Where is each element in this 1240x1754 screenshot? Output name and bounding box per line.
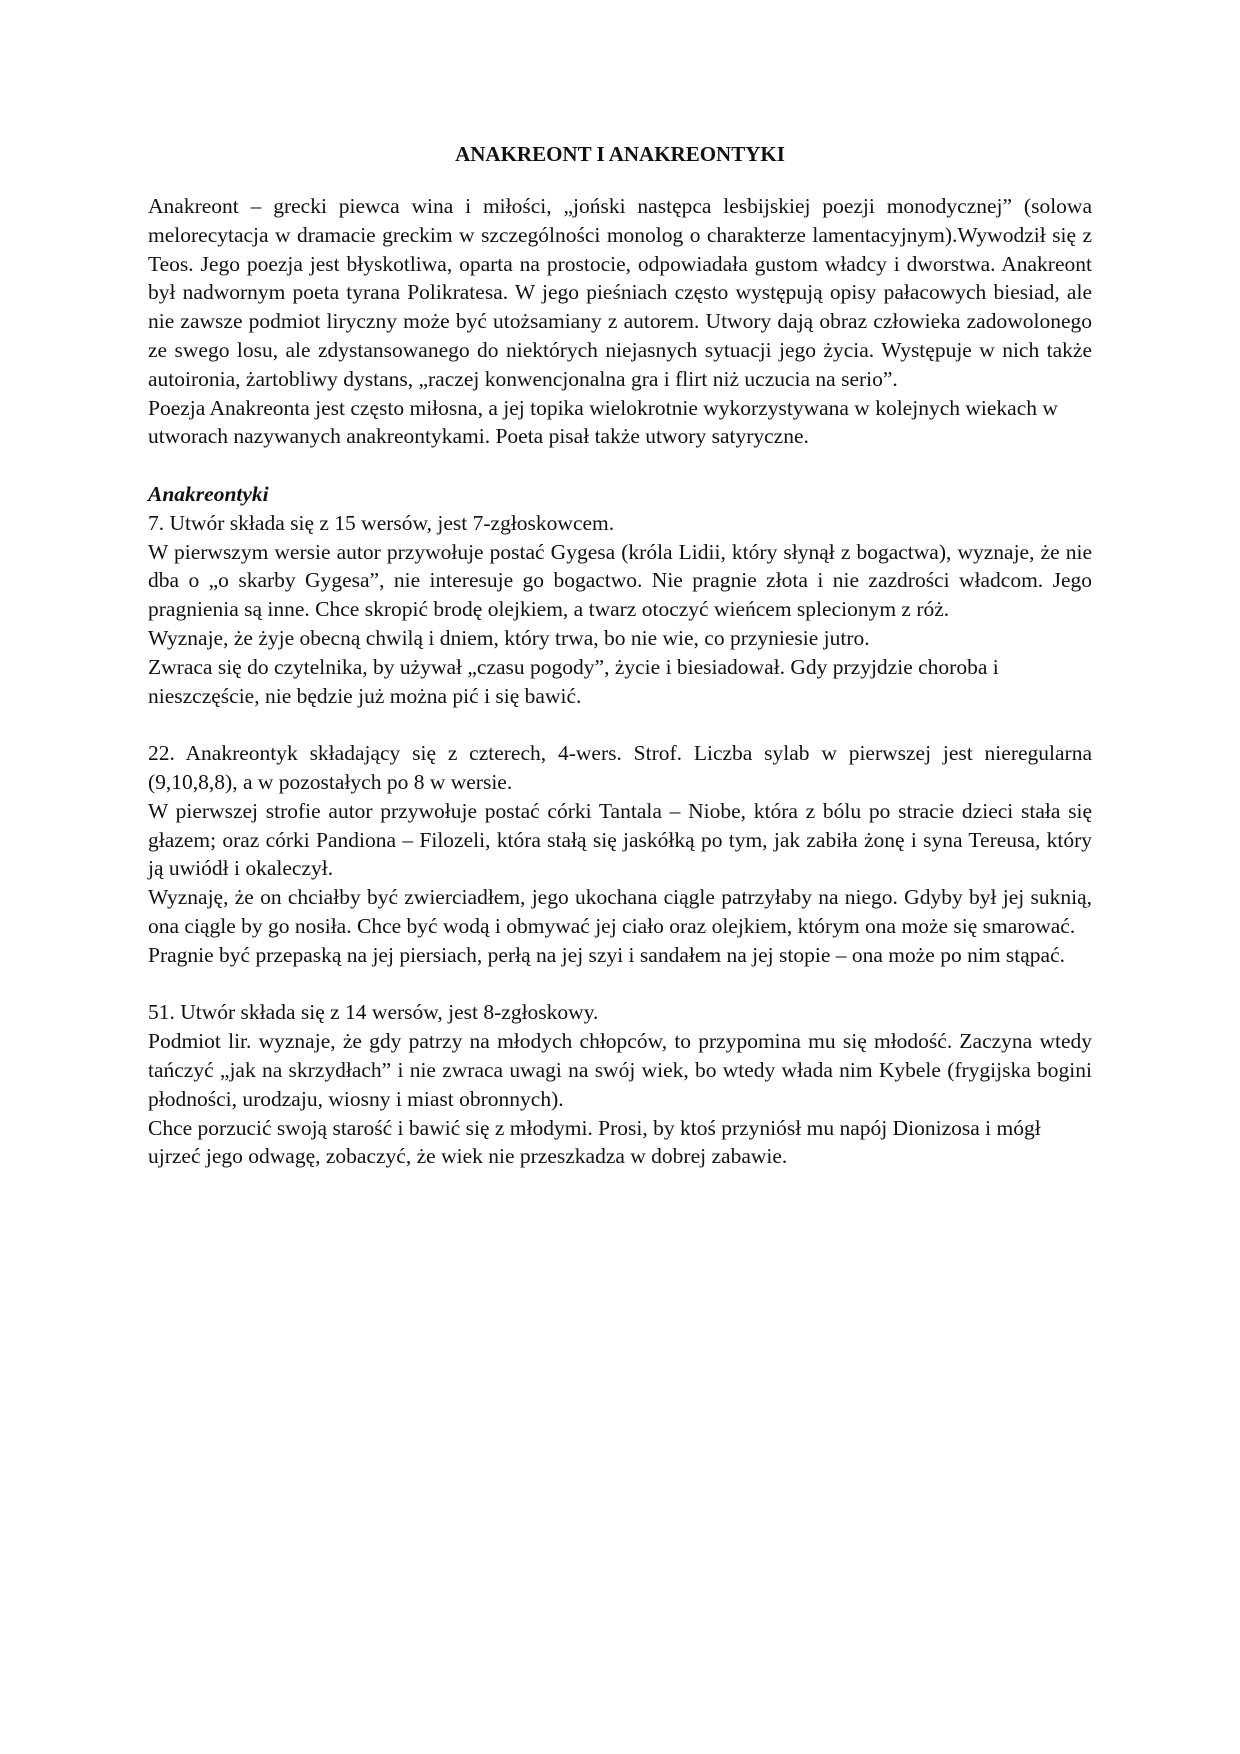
poem51-paragraph-3: Chce porzucić swoją starość i bawić się z młodymi. Prosi, by ktoś przyniósł mu napój Dionizosa i mógł ujrzeć jego odwagę, zobaczyć, że wiek nie przeszkadza w dobrej zabawie. bbox=[148, 1115, 1041, 1169]
spacer bbox=[148, 451, 1092, 480]
poem7-paragraph-4: Zwraca się do czytelnika, by używał „czasu pogody”, życie i biesiadował. Gdy przyjdzie choroba i nieszczęście, nie będzie już można pić i się bawić. bbox=[148, 654, 999, 708]
intro-paragraph-1: Anakreont – grecki piewca wina i miłości, „joński następca lesbijskiej poezji monodycznej” (solowa melorecytacja w dramacie greckim w szczególności monolog o charakterze lamentacyjnym).Wywodził się z Teos. Jego poezja jest błyskotliwa, oparta na prostocie, odpowiadała gustom władcy i dworstwa. Anakreont był nadwornym poeta tyrana Polikratesa. W jego pieśniach często występują opisy pałacowych biesiad, ale nie zawsze podmiot liryczny może być utożsamiany z autorem. Utwory dają obraz człowieka zadowolonego ze swego losu, ale zdystansowanego do niektórych niejasnych sytuacji jego życia. Występuje w nich także autoironia, żartobliwy dystans, „raczej konwencjonalna gra i flirt niż uczucia na serio”. bbox=[148, 194, 1092, 391]
document-title: ANAKREONT I ANAKREONTYKI bbox=[455, 142, 785, 166]
poem7-paragraph-3: Wyznaje, że żyje obecną chwilą i dniem, który trwa, bo nie wie, co przyniesie jutro. bbox=[148, 625, 870, 650]
poem22-paragraph-4: Pragnie być przepaską na jej piersiach, perłą na jej szyi i sandałem na jej stopie – ona może po nim stąpać. bbox=[148, 942, 1066, 967]
poem22-paragraph-2: W pierwszej strofie autor przywołuje postać córki Tantala – Niobe, która z bólu po stracie dzieci stała się głazem; oraz córki Pandiona – Filozeli, która stałą się jaskółką po tym, jak zabiła żonę i syna Tereusa, który ją uwiódł i okaleczył. bbox=[148, 798, 1092, 881]
poem22-paragraph-1: 22. Anakreontyk składający się z czterech, 4-wers. Strof. Liczba sylab w pierwszej jest nieregularna (9,10,8,8), a w pozostałych po 8 w wersie. bbox=[148, 741, 1092, 794]
poem51-paragraph-2: Podmiot lir. wyznaje, że gdy patrzy na młodych chłopców, to przypomina mu się młodość. Zaczyna wtedy tańczyć „jak na skrzydłach” i nie zwraca uwagi na swój wiek, bo wtedy włada nim Kybele (frygijska bogini płodności, urodzaju, wiosny i miast obronnych). bbox=[148, 1029, 1092, 1111]
spacer bbox=[148, 970, 1092, 999]
section-heading: Anakreontyki bbox=[148, 481, 269, 506]
poem7-line-1: 7. Utwór składa się z 15 wersów, jest 7-zgłoskowcem. bbox=[148, 510, 615, 535]
spacer bbox=[148, 710, 1092, 739]
poem22-paragraph-3: Wyznaję, że on chciałby być zwierciadłem, jego ukochana ciągle patrzyłaby na niego. Gdyby był jej suknią, ona ciągle by go nosiła. Chce być wodą i obmywać jej ciało oraz olejkiem, którym ona może się smarować. bbox=[148, 885, 1092, 938]
intro-paragraph-2: Poezja Anakreonta jest często miłosna, a jej topika wielokrotnie wykorzystywana w kolejnych wiekach w utworach nazywanych anakreontykami. Poeta pisał także utwory satyryczne. bbox=[148, 395, 1058, 449]
document-page bbox=[148, 140, 1092, 1171]
poem7-paragraph-2: W pierwszym wersie autor przywołuje postać Gygesa (króla Lidii, który słynął z bogactwa), wyznaje, że nie dba o „o skarby Gygesa”, nie interesuje go bogactwo. Nie pragnie złota i nie zazdrości władcom. Jego pragnienia są inne. Chce skropić brodę olejkiem, a twarz otoczyć wieńcem splecionym z róż. bbox=[148, 539, 1092, 622]
poem51-line-1: 51. Utwór składa się z 14 wersów, jest 8-zgłoskowy. bbox=[148, 1000, 599, 1025]
